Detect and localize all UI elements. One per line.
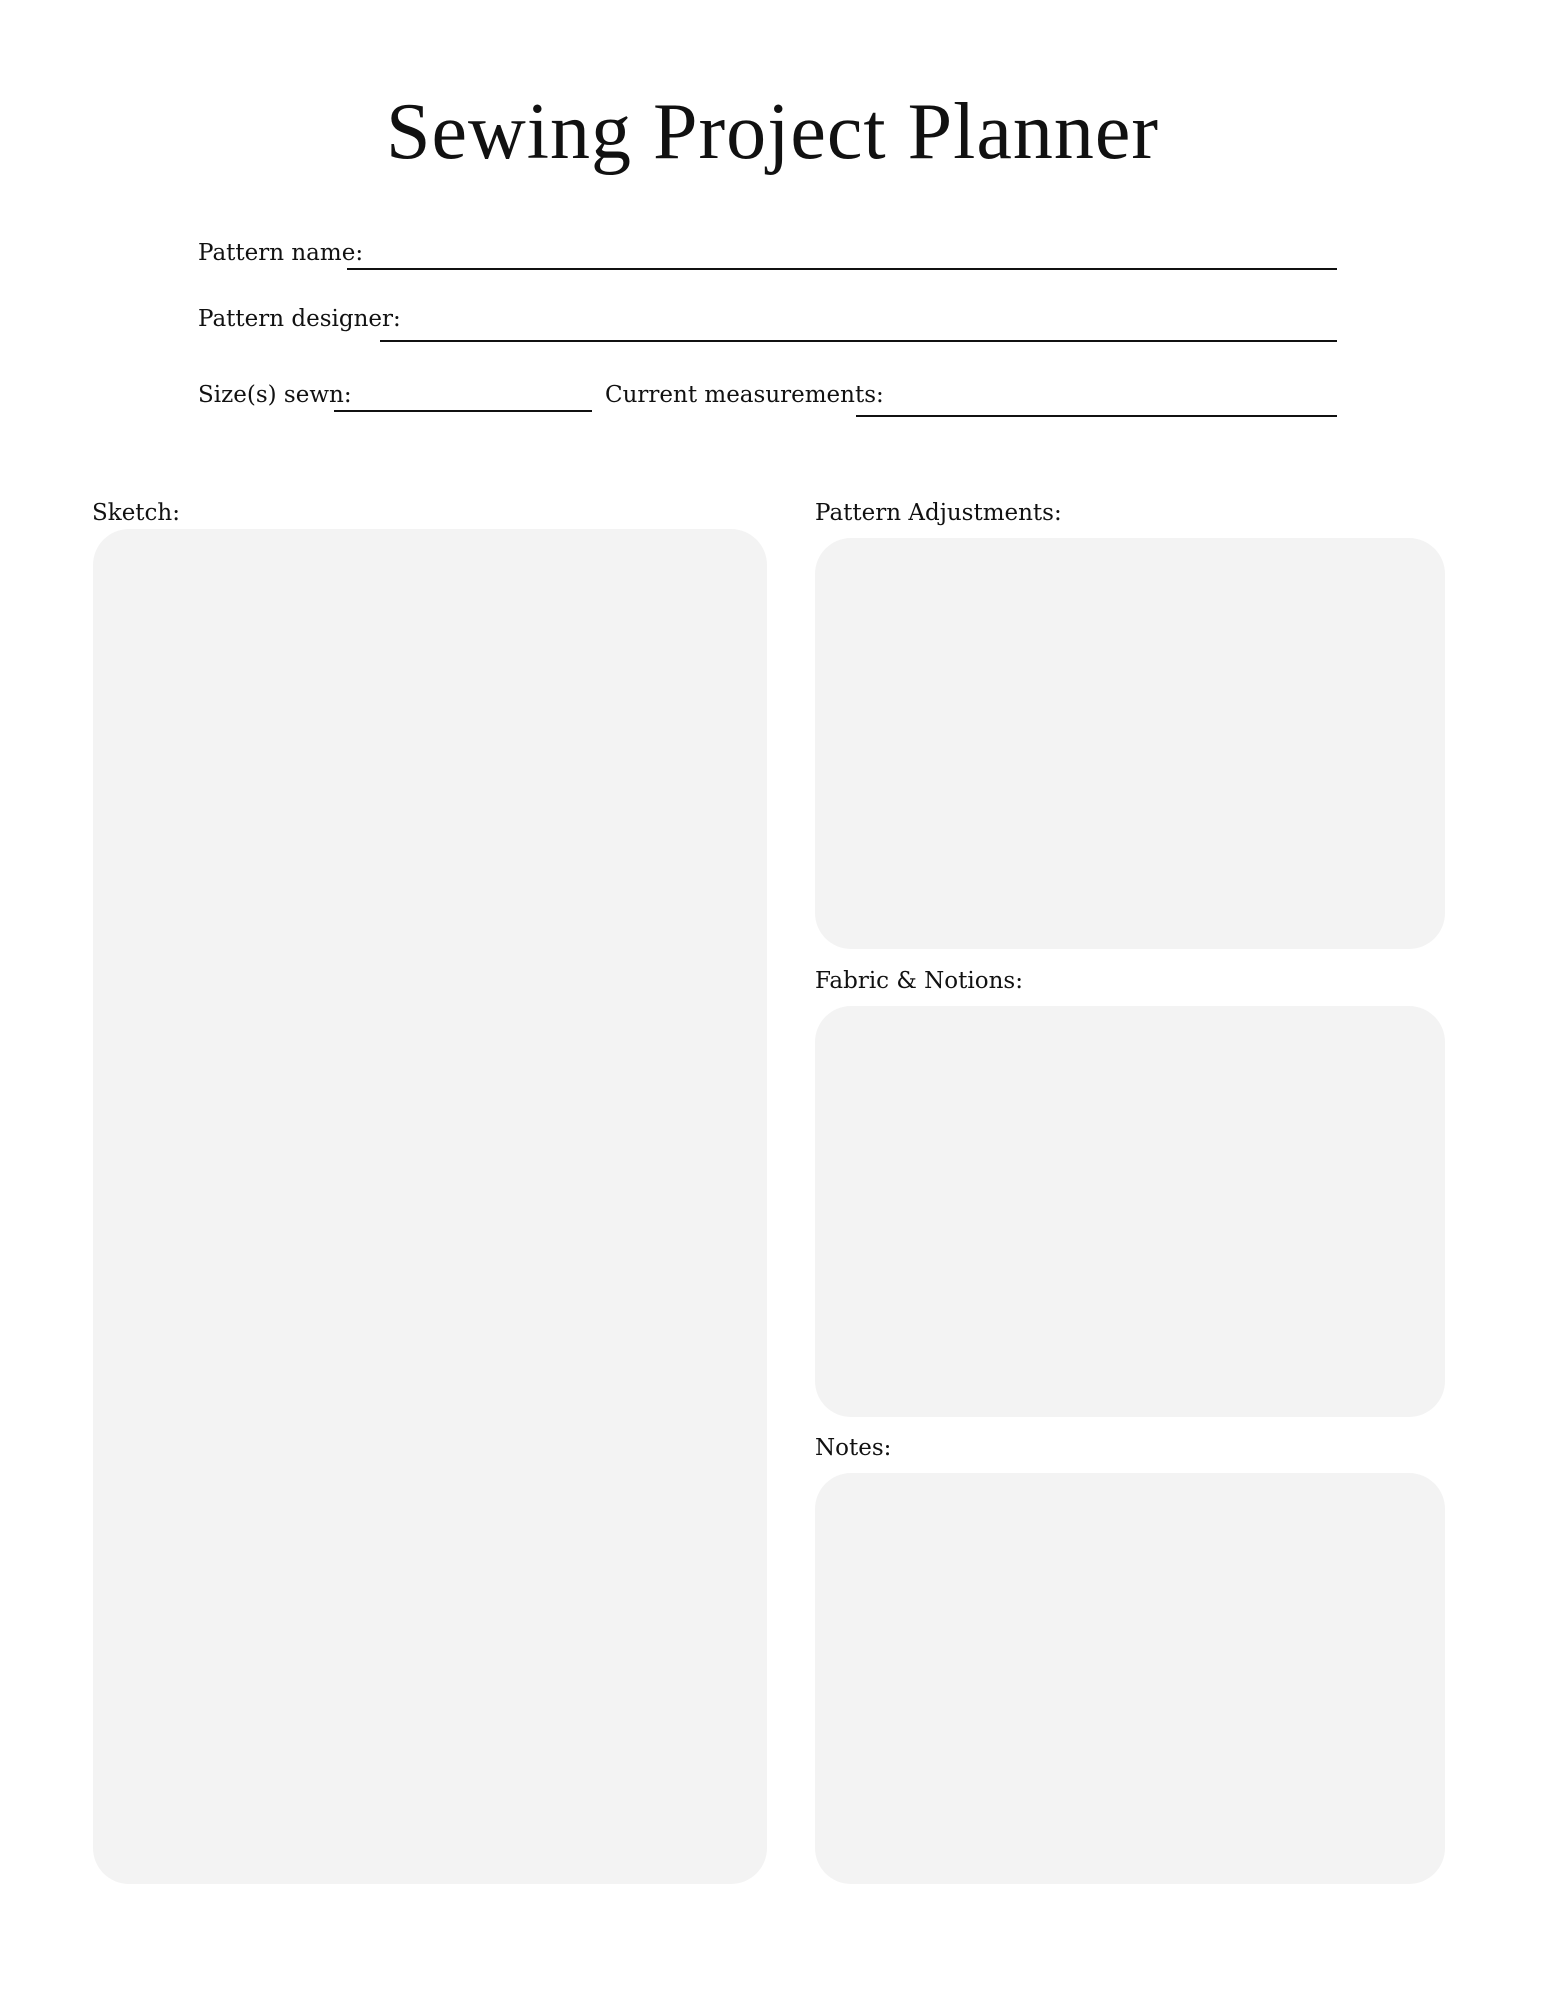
current-measurements-label: Current measurements:	[605, 382, 884, 408]
pattern-designer-label: Pattern designer:	[198, 306, 401, 332]
sizes-sewn-field[interactable]	[334, 410, 592, 412]
sketch-label: Sketch:	[92, 500, 180, 526]
sketch-box[interactable]	[93, 529, 767, 1884]
fabric-notions-label: Fabric & Notions:	[815, 968, 1023, 994]
notes-label: Notes:	[815, 1435, 892, 1461]
pattern-designer-field[interactable]	[380, 340, 1337, 342]
pattern-adjustments-box[interactable]	[815, 538, 1445, 949]
pattern-adjustments-label: Pattern Adjustments:	[815, 500, 1062, 526]
fabric-notions-box[interactable]	[815, 1006, 1445, 1417]
sizes-sewn-label: Size(s) sewn:	[198, 382, 352, 408]
page-title: Sewing Project Planner	[386, 88, 1159, 176]
pattern-name-field[interactable]	[347, 268, 1337, 270]
pattern-name-label: Pattern name:	[198, 240, 364, 266]
notes-box[interactable]	[815, 1473, 1445, 1884]
current-measurements-field[interactable]	[856, 415, 1337, 417]
